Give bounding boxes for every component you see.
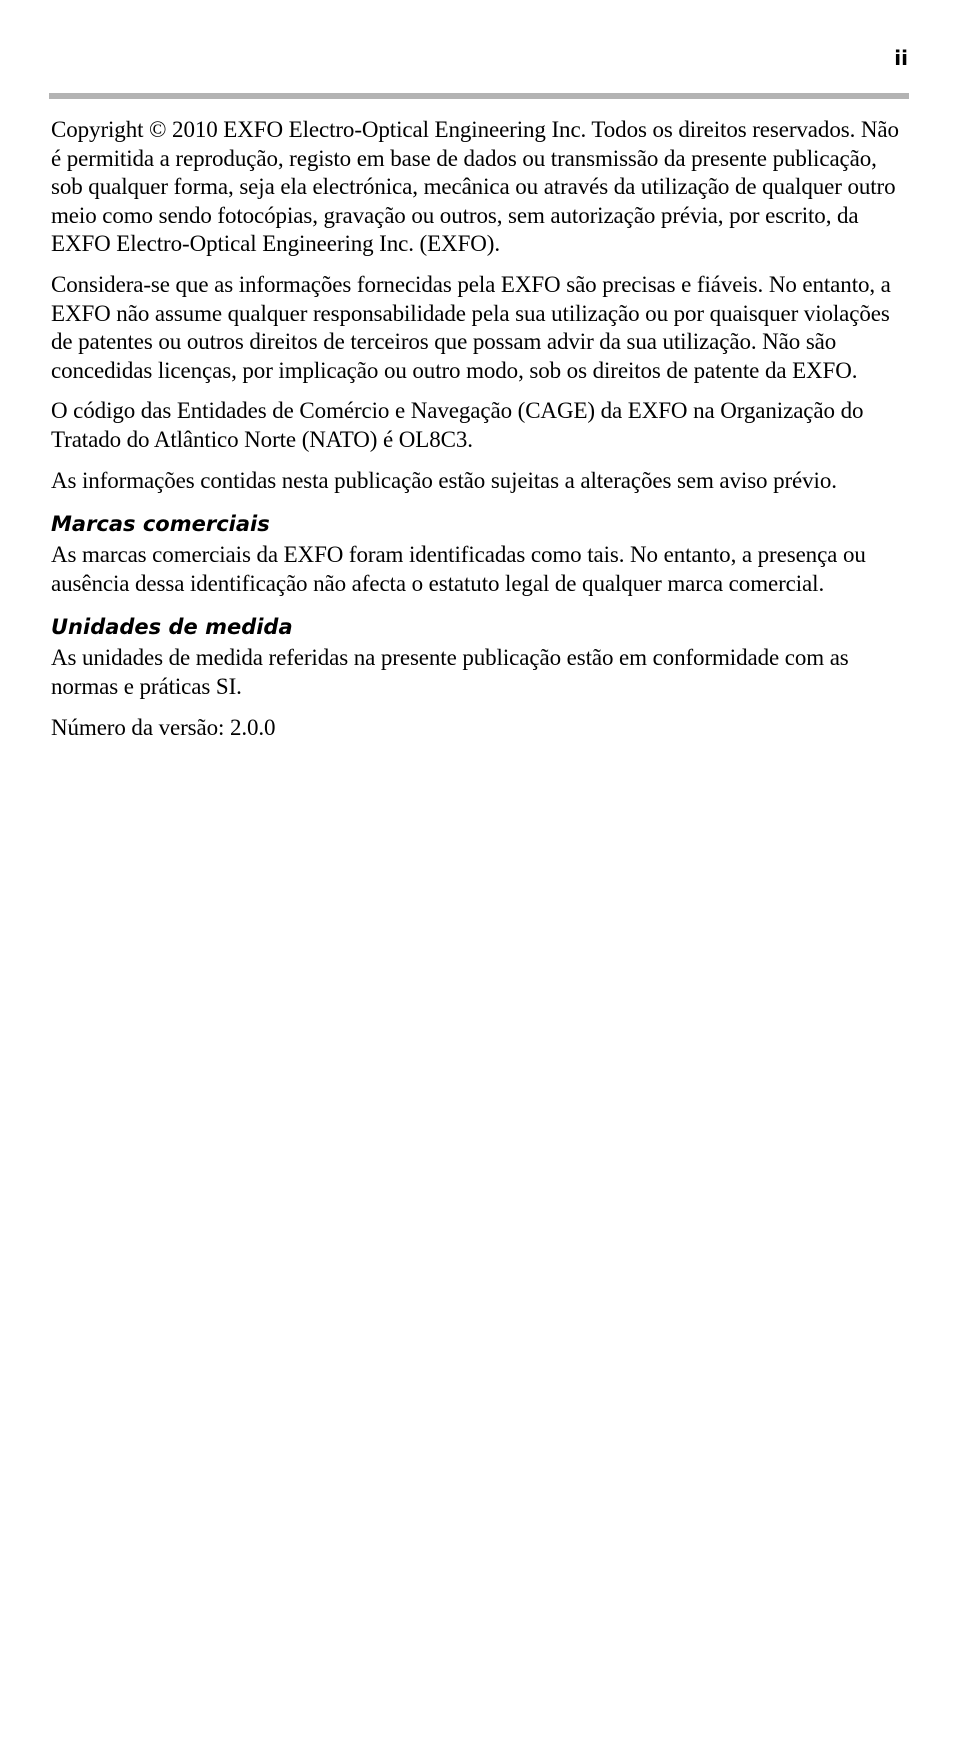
cage-code-paragraph: O código das Entidades de Comércio e Navegação (CAGE) da EXFO na Organização do Tratado do Atlântico Norte (NATO) é OL8C3. (51, 398, 864, 452)
notice-paragraph: As informações contidas nesta publicação estão sujeitas a alterações sem aviso prévio. (51, 467, 837, 493)
header-divider (49, 93, 909, 99)
document-body (51, 116, 911, 754)
trademarks-paragraph: As marcas comerciais da EXFO foram identificadas como tais. No entanto, a presença ou ausência dessa identificação não afecta o estatuto legal de qualquer marca comercial. (51, 542, 866, 596)
liability-paragraph: Considera-se que as informações fornecidas pela EXFO são precisas e fiáveis. No entanto, a EXFO não assume qualquer responsabilidade pela sua utilização ou por quaisquer violações de patentes ou outros direitos de terceiros que possam advir da sua utilização. Não são concedidas licenças, por implicação ou outro modo, sob os direitos de patente da EXFO. (51, 271, 891, 383)
trademarks-section (51, 511, 911, 598)
version-number: Número da versão: 2.0.0 (51, 714, 276, 740)
page-number: ii (894, 46, 908, 70)
units-section (51, 614, 911, 701)
units-paragraph: As unidades de medida referidas na presente publicação estão em conformidade com as normas e práticas SI. (51, 645, 849, 699)
copyright-paragraph: Copyright © 2010 EXFO Electro-Optical Engineering Inc. Todos os direitos reservados. Não é permitida a reprodução, registo em base de dados ou transmissão da presente publicação, sob qualquer forma, seja ela electrónica, mecânica ou através da utilização de qualquer outro meio como sendo fotocópias, gravação ou outros, sem autorização prévia, por escrito, da EXFO Electro-Optical Engineering Inc. (EXFO). (51, 117, 899, 257)
trademarks-heading: Marcas comerciais (51, 512, 270, 537)
units-heading: Unidades de medida (51, 615, 293, 640)
